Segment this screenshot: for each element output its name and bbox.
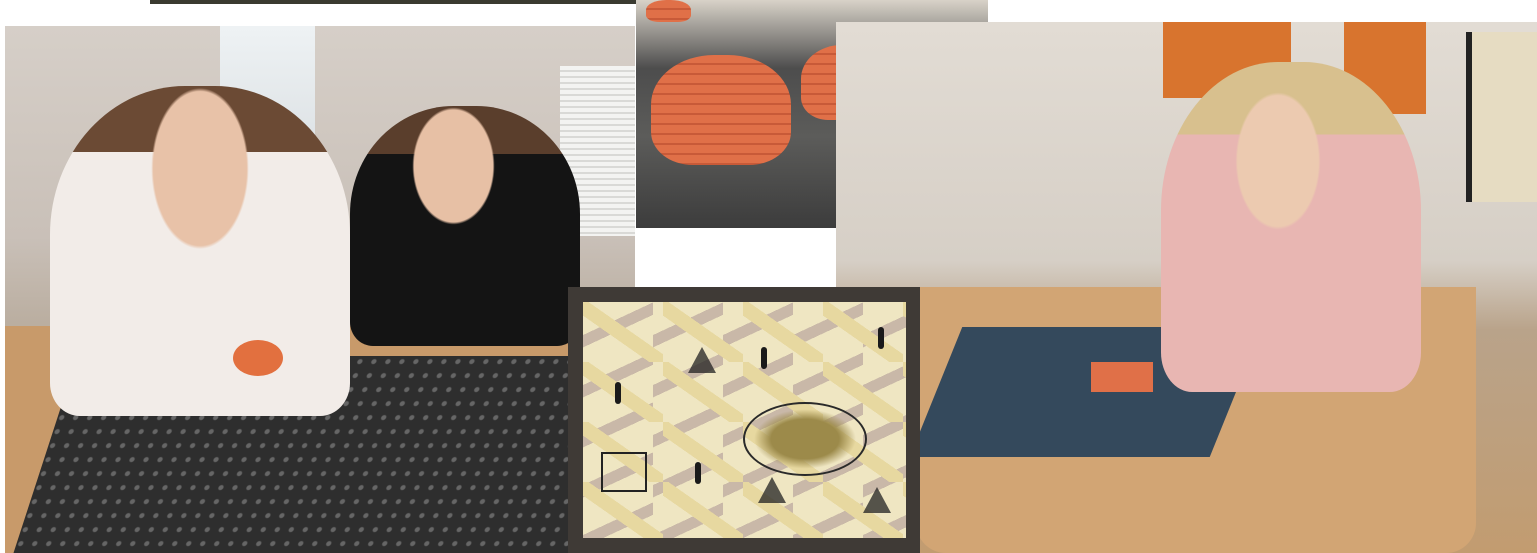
stick-figure [761,347,767,369]
photo-girls-modeling-clay [5,26,635,553]
clay-pot [651,55,791,165]
torn-paper-collage [583,302,906,538]
tent-drawing [863,487,891,513]
blank-area [712,229,832,285]
clay-pot [646,0,691,22]
girl-black-top [350,106,580,346]
girl-pink-hoodie [1161,62,1421,392]
top-photo-strip-remnant [150,0,636,4]
mammoth-drawing [743,402,867,476]
clay-piece [1091,362,1153,392]
hut-drawing [601,452,647,492]
tent-drawing [758,477,786,503]
tent-drawing [688,347,716,373]
girl-white-top [50,86,350,416]
stick-figure [878,327,884,349]
clay-ball [233,340,283,376]
doorway [1466,32,1537,202]
photo-girl-modeling-clay [836,22,1537,553]
photo-cave-art-collage [568,287,920,553]
stick-figure [615,382,621,404]
stick-figure [695,462,701,484]
